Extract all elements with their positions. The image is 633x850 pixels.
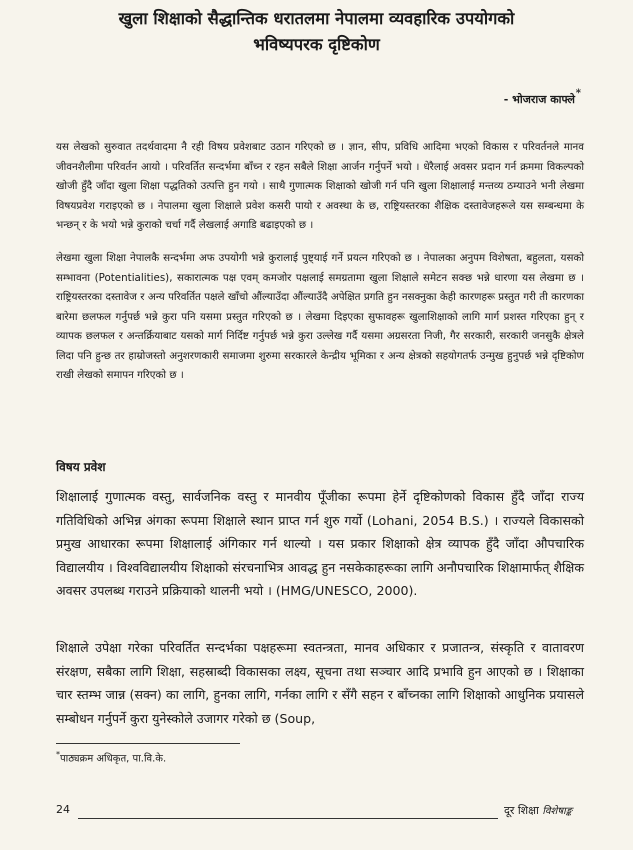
section-heading: विषय प्रवेश	[56, 460, 106, 474]
author-footnote-marker: *	[575, 88, 581, 99]
title-line-2: भविष्यपरक दृष्टिकोण	[253, 35, 380, 54]
page-number: 24	[56, 803, 70, 816]
abstract-paragraph-2: लेखमा खुला शिक्षा नेपालकै सन्दर्भमा अफ उपयोगी भन्ने कुरालाई पुष्ट्याई गर्ने प्रयत्न गरिएको छ । नेपालका अनुपम विशेषता, बहुलता, यसको सम्भावना (Potentialities), सकारात्मक पक्ष एवम् कमजोर पक्षलाई समग्रतामा खुला शिक्षाले समेटन सक्छ भन्ने धारणा यस लेखमा छ । राष्ट्रियस्तरका दस्तावेज र अन्य परिवर्तित पक्षले खाँचो औंल्याउँदा औंल्याउँदै अपेक्षित प्रगति हुन नसक्नुका केही कारणहरू प्रस्तुत गरी ती कारणका बारेमा छलफल गर्नुपर्छ भन्ने कुरा पनि यसमा प्रस्तुत गरिएको छ । लेखमा दिइएका सुफावहरू खुलाशिक्षाको लागि मार्ग प्रशस्त गरिएका हुन् र व्यापक छलफल र अन्तर्क्रियाबाट यसको मार्ग निर्दिष्ट गर्नुपर्छ भन्ने कुरा उल्लेख गर्दै यसमा अग्रसरता निजी, गैर सरकारी, सरकारी जनसुकै क्षेत्रले लिदा पनि हुन्छ तर हाम्रोजस्तो अनुशरणकारी समाजमा शुरुमा सरकारले केन्द्रीय भूमिका र अन्य क्षेत्रको सहयोगतर्फ उन्मुख हुनुपर्छ भन्ने दृष्टिकोण राखी लेखको समापन गरिएको छ ।	[56, 252, 584, 381]
journal-name: दूर शिक्षा	[504, 804, 539, 817]
title-line-1: खुला शिक्षाको सैद्धान्तिक धरातलमा नेपालमा व्यवहारिक उपयोगको	[118, 9, 515, 28]
footnote-text: पाठ्यक्रम अधिकृत, पा.वि.के.	[60, 753, 167, 765]
footer-divider	[78, 818, 498, 819]
footnote-divider	[56, 743, 240, 744]
footnote-marker: *	[56, 750, 60, 759]
footer-journal	[504, 803, 572, 818]
body-paragraph-1: शिक्षालाई गुणात्मक वस्तु, सार्वजनिक वस्तु र मानवीय पूँजीका रूपमा हेर्ने दृष्टिकोणको विकास हुँदै जाँदा राज्य गतिविधिको अभिन्न अंगका रूपमा शिक्षाले स्थान प्राप्त गर्न शुरु गर्यो (Lohani, 2054 B.S.) । राज्यले विकासको प्रमुख आधारका रूपमा शिक्षालाई अंगिकार गर्न थाल्यो । यस प्रकार शिक्षाको क्षेत्र व्यापक हुँदै जाँदा औपचारिक विद्यालयीय । विश्वविद्यालयीय शिक्षाको संरचनाभित्र आवद्ध हुन नसकेकाहरूका लागि अनौपचारिक शिक्षामार्फत् शैक्षिक अवसर उपलब्ध गराउने प्रक्रियाको थालनी भयो । (HMG/UNESCO, 2000).	[56, 489, 584, 598]
author-name: - भोजराज काफ्ले	[503, 93, 575, 106]
body-paragraph-2: शिक्षाले उपेक्षा गरेका परिवर्तित सन्दर्भका पक्षहरूमा स्वतन्त्रता, मानव अधिकार र प्रजातन्त्र, संस्कृति र वातावरण संरक्षण, सबैका लागि शिक्षा, सहस्राब्दी विकासका लक्ष्य, सूचना तथा सञ्चार आदि प्रभावि हुन आएको छ । शिक्षाका चार स्तम्भ जान्न (सक्न) का लागि, हुनका लागि, गर्नका लागि र सँगै सहन र बाँच्नका लागि शिक्षाको आधुनिक प्रयासले सम्बोधन गर्नुपर्ने कुरा युनेस्कोले उजागर गरेको छ (Soup,	[56, 640, 584, 726]
abstract-paragraph-1: यस लेखको सुरुवात तदर्थवादमा नै रही विषय प्रवेशबाट उठान गरिएको छ । ज्ञान, सीप, प्रविधि आदिमा भएको विकास र परिवर्तनले मानव जीवनशैलीमा परिवर्तन आयो । परिवर्तित सन्दर्भमा बाँच्न र रहन सबैले शिक्षा आर्जन गर्नुपर्ने भयो । धेरैलाई अवसर प्रदान गर्न क्रममा विकल्पको खोजी हुँदै जाँदा खुला शिक्षा पद्धतिको उत्पत्ति हुन गयो । साथै गुणात्मक शिक्षाको खोजी गर्न पनि खुला शिक्षालाई मन्तव्य ठम्याउने भनी लेखमा विषयप्रवेश गराइएको छ । नेपालमा खुला शिक्षाले प्रवेश कसरी पायो र अवस्था के छ, राष्ट्रियस्तरका शैक्षिक दस्तावेजहरूले यस सम्बन्धमा के भन्छन् र के भयो भन्ने कुराको चर्चा गर्दै लेखलाई अगाडि बढाइएको छ ।	[56, 141, 584, 231]
journal-issue: विशेषाङ्क	[542, 806, 573, 817]
footnote	[56, 750, 166, 764]
article-title	[40, 6, 593, 58]
